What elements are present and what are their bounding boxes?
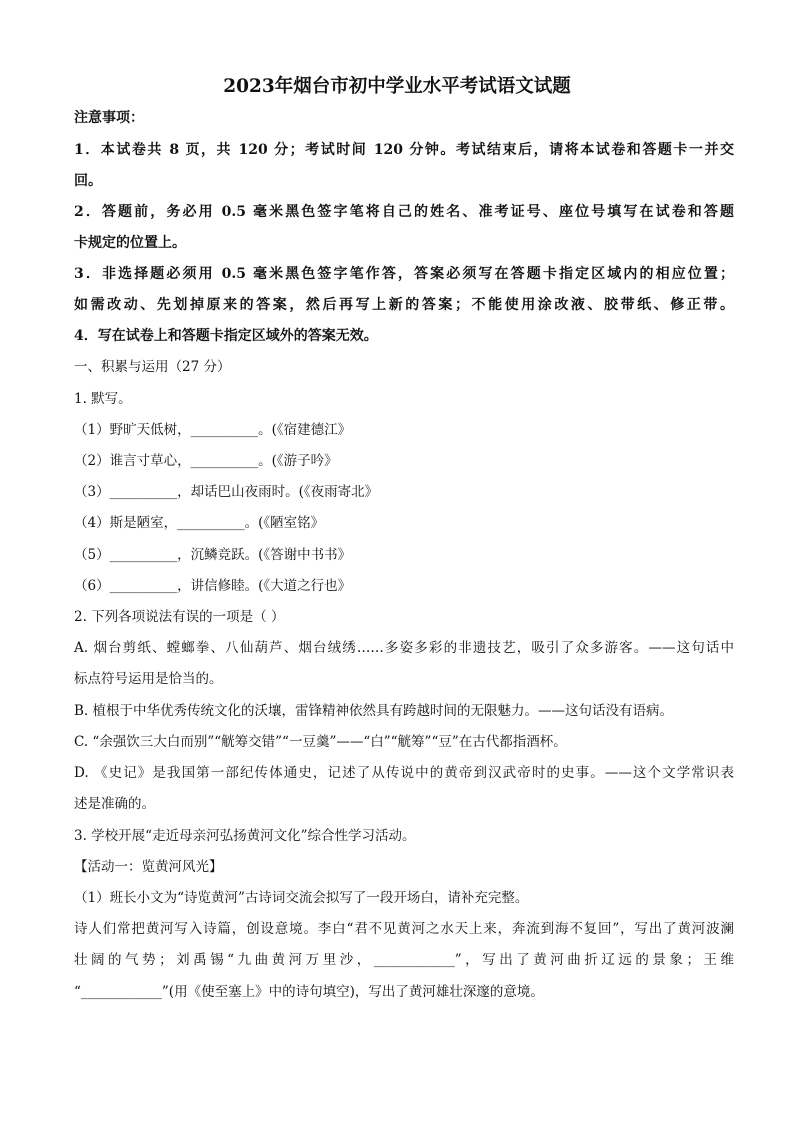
notice-heading: 注意事项：	[74, 110, 144, 126]
notice-line-3b: 如需改动、先划掉原来的答案，然后再写上新的答案；不能使用涂改液、胶带纸、修正带。	[74, 297, 734, 313]
notice-line-4: 4．写在试卷上和答题卡指定区域外的答案无效。	[74, 328, 378, 344]
q2-option-b: B. 植根于中华优秀传统文化的沃壤，雷锋精神依然具有跨越时间的无限魅力。——这句话没有语病。	[74, 703, 674, 719]
q2-option-a-line-1: A. 烟台剪纸、螳螂拳、八仙葫芦、烟台绒绣……多姿多彩的非遗技艺，吸引了众多游客。——这句话中	[74, 640, 734, 656]
q3-paragraph-line-3: “____________”(用《使至塞上》中的诗句填空)，写出了黄河雄壮深邃的意境。	[74, 984, 544, 1000]
section-heading: 一、积累与运用（27 分）	[74, 359, 231, 375]
notice-line-2b: 卡规定的位置上。	[74, 235, 186, 251]
q3-stem: 3. 学校开展“走近母亲河弘扬黄河文化”综合性学习活动。	[74, 828, 416, 844]
notice-line-3a: 3．非选择题必须用 0.5 毫米黑色签字笔作答，答案必须写在答题卡指定区域内的相应位置；	[74, 266, 734, 282]
q2-option-c: C. “余强饮三大白而别”“觥筹交错”“一豆羹”——“白”“觥筹”“豆”在古代都指酒杯。	[74, 734, 567, 750]
q2-stem: 2. 下列各项说法有误的一项是（ ）	[74, 609, 285, 625]
q2-option-a-line-2: 标点符号运用是恰当的。	[74, 671, 223, 687]
q3-activity-heading: 【活动一：览黄河风光】	[74, 859, 223, 875]
q3-sub-question-1: （1）班长小文为“诗览黄河”古诗词交流会拟写了一段开场白，请补充完整。	[74, 890, 529, 906]
q1-item-3: （3）__________，却话巴山夜雨时。(《夜雨寄北》	[74, 484, 379, 500]
q1-item-6: （6）__________，讲信修睦。(《大道之行也》	[74, 578, 352, 594]
q3-paragraph-line-1: 诗人们常把黄河写入诗篇，创设意境。李白“君不见黄河之水天上来，奔流到海不复回”，写出了黄河波澜	[74, 921, 734, 937]
q1-item-2: （2）谁言寸草心，__________。(《游子吟》	[74, 453, 338, 469]
notice-line-2a: 2．答题前，务必用 0.5 毫米黑色签字笔将自己的姓名、准考证号、座位号填写在试卷和答题	[74, 204, 734, 220]
q1-item-5: （5）__________，沉鳞竞跃。(《答谢中书书》	[74, 547, 352, 563]
q3-paragraph-line-2: 壮阔的气势；刘禹锡“九曲黄河万里沙，____________”，写出了黄河曲折辽远的景象；王维	[74, 952, 734, 968]
q2-option-d-line-1: D. 《史记》是我国第一部纪传体通史，记述了从传说中的黄帝到汉武帝时的史事。——这个文学常识表	[74, 765, 734, 781]
q2-option-d-line-2: 述是准确的。	[74, 796, 155, 812]
notice-line-1a: 1．本试卷共 8 页，共 120 分；考试时间 120 分钟。考试结束后，请将本试卷和答题卡一并交	[74, 142, 734, 158]
page-title: 2023年烟台市初中学业水平考试语文试题	[223, 76, 571, 97]
q1-item-1: （1）野旷天低树，__________。(《宿建德江》	[74, 422, 352, 438]
q1-stem: 1. 默写。	[74, 391, 132, 407]
q1-item-4: （4）斯是陋室，__________。(《陋室铭》	[74, 515, 325, 531]
notice-line-1b: 回。	[74, 173, 102, 189]
